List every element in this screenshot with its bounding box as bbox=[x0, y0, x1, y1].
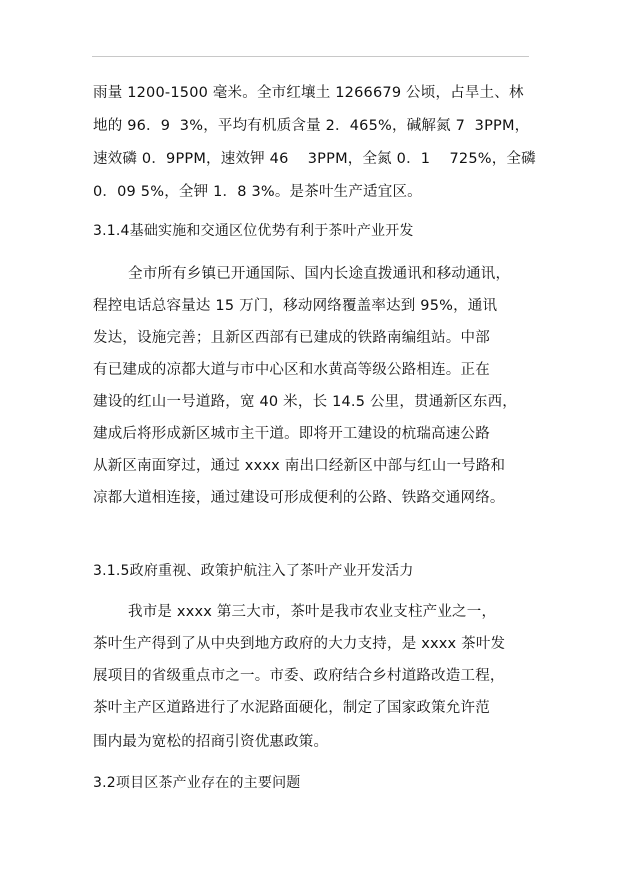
text-line: 凉都大道相连接，通过建设可形成便利的公路、铁路交通网络。 bbox=[93, 490, 505, 506]
text-line: 我市是 xxxx 第三大市，茶叶是我市农业支柱产业之一， bbox=[128, 604, 497, 620]
text-line: 有已建成的凉都大道与市中心区和水黄高等级公路相连。正在 bbox=[93, 362, 490, 378]
text-line: 建成后将形成新区城市主干道。即将开工建设的杭瑞高速公路 bbox=[93, 426, 490, 442]
text-line: 地的 96．9 3%，平均有机质含量 2．465%，碱解氮 7 3PPM， bbox=[93, 118, 530, 134]
text-line: 发达，设施完善；且新区西部有已建成的铁路南编组站。中部 bbox=[93, 330, 490, 346]
text-line: 速效磷 0．9PPM，速效钾 46 3PPM，全氮 0．1 725%，全磷 bbox=[93, 151, 536, 167]
text-line: 程控电话总容量达 15 万门，移动网络覆盖率达到 95%，通讯 bbox=[93, 298, 498, 314]
text-line: 茶叶生产得到了从中央到地方政府的大力支持，是 xxxx 茶叶发 bbox=[93, 636, 506, 652]
text-line: 从新区南面穿过，通过 xxxx 南出口经新区中部与红山一号路和 bbox=[93, 458, 506, 474]
text-line: 全市所有乡镇已开通国际、国内长途直拨通讯和移动通讯， bbox=[128, 266, 511, 282]
header-rule bbox=[92, 56, 529, 57]
text-line: 围内最为宽松的招商引资优惠政策。 bbox=[93, 734, 329, 750]
text-line: 茶叶主产区道路进行了水泥路面硬化，制定了国家政策允许范 bbox=[93, 700, 490, 716]
section-heading-3-1-5: 3.1.5政府重视、政策护航注入了茶叶产业开发活力 bbox=[93, 563, 414, 579]
section-heading-3-1-4: 3.1.4基础实施和交通区位优势有利于茶叶产业开发 bbox=[93, 223, 414, 239]
text-line: 展项目的省级重点市之一。市委、政府结合乡村道路改造工程， bbox=[93, 668, 505, 684]
text-line: 0．09 5%，全钾 1．8 3%。是茶叶生产适宜区。 bbox=[93, 184, 422, 200]
text-line: 雨量 1200-1500 毫米。全市红壤土 1266679 公顷，占旱土、林 bbox=[93, 85, 524, 101]
text-line: 建设的红山一号道路，宽 40 米，长 14.5 公里，贯通新区东西， bbox=[93, 394, 517, 410]
section-heading-3-2: 3.2项目区茶产业存在的主要问题 bbox=[93, 775, 301, 791]
